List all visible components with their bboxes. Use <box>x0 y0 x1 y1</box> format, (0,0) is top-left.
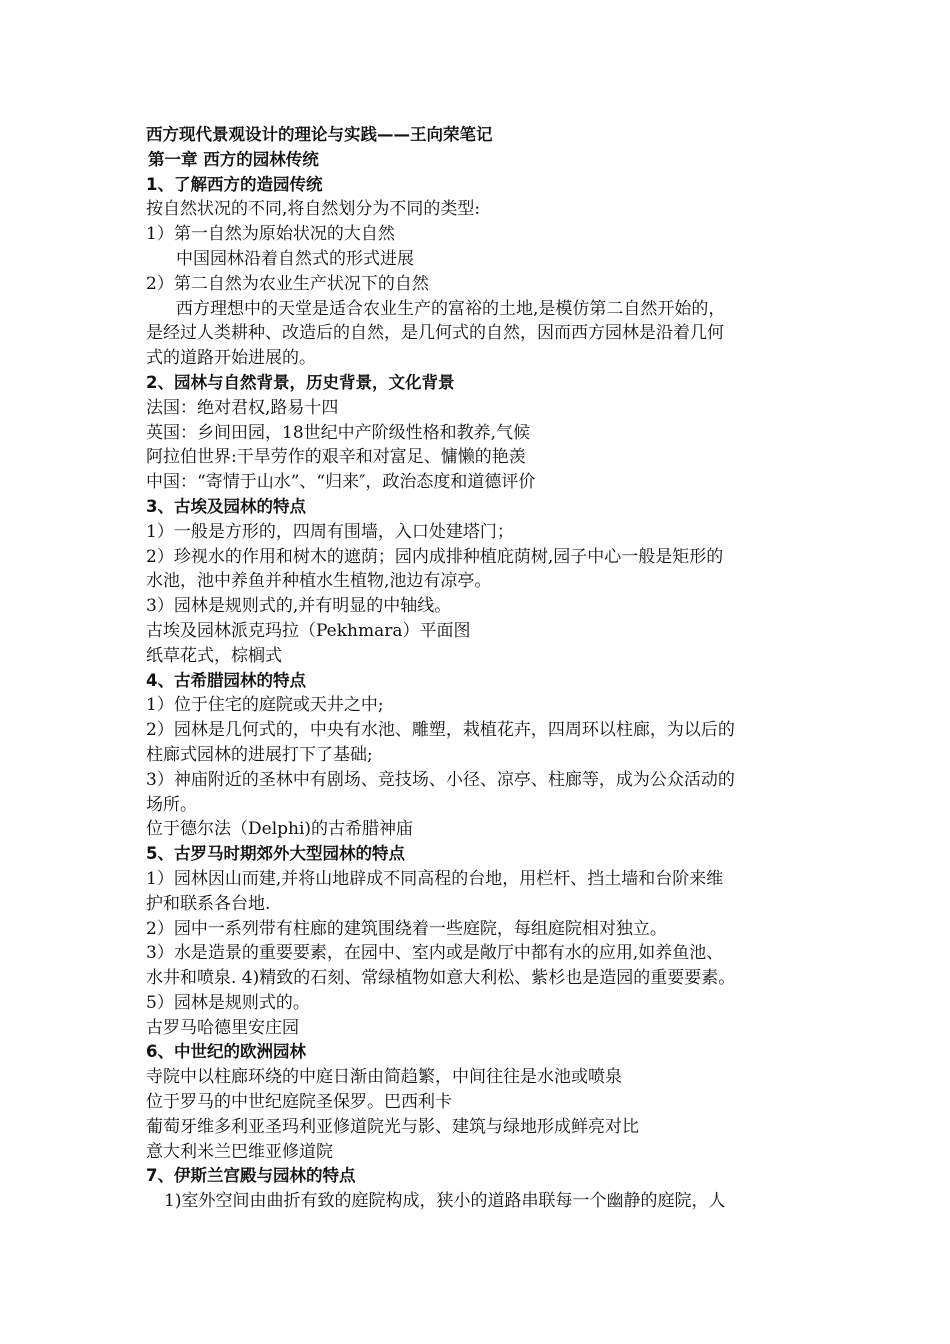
body-line: 式的道路开始进展的。 <box>146 348 316 369</box>
body-line: 古埃及园林派克玛拉（Pekhmara）平面图 <box>146 620 471 641</box>
list-item: 2）园中一系列带有柱廊的建筑围绕着一些庭院，每组庭院相对独立。 <box>146 918 667 939</box>
section-heading-7: 7、伊斯兰宫殿与园林的特点 <box>146 1166 356 1186</box>
body-line: 意大利米兰巴维亚修道院 <box>146 1141 333 1162</box>
list-item: 2）第二自然为农业生产状况下的自然 <box>146 273 429 294</box>
body-line: 寺院中以柱廊环绕的中庭日渐由简趋繁，中间往往是水池或喷泉 <box>146 1067 622 1088</box>
body-line: 纸草花式，棕榈式 <box>146 645 282 666</box>
body-line: 葡萄牙维多利亚圣玛利亚修道院光与影、建筑与绿地形成鲜亮对比 <box>146 1116 639 1137</box>
list-item: 1）第一自然为原始状况的大自然 <box>146 224 395 245</box>
body-line: 西方理想中的天堂是适合农业生产的富裕的土地,是模仿第二自然开始的， <box>176 298 726 319</box>
section-heading-1: 1、了解西方的造园传统 <box>146 174 323 194</box>
body-line: 位于德尔法（Delphi)的古希腊神庙 <box>146 819 414 840</box>
body-line: 水井和喷泉. 4)精致的石刻、常绿植物如意大利松、紫杉也是造园的重要要素。 <box>146 968 736 989</box>
list-item: 1）位于住宅的庭院或天井之中; <box>146 695 384 716</box>
document-title: 西方现代景观设计的理论与实践——王向荣笔记 <box>146 125 493 144</box>
list-item: 1）一般是方形的，四周有围墙，入口处建塔门； <box>146 521 514 542</box>
section-heading-6: 6、中世纪的欧洲园林 <box>146 1042 306 1062</box>
body-line: 柱廊式园林的进展打下了基础; <box>146 744 373 765</box>
document-page <box>146 123 826 1214</box>
list-item: 1)室外空间由曲折有致的庭院构成，狭小的道路串联每一个幽静的庭院，人 <box>164 1191 726 1212</box>
section-heading-4: 4、古希腊园林的特点 <box>146 670 306 690</box>
section-heading-3: 3、古埃及园林的特点 <box>146 496 306 516</box>
list-item: 3）园林是规则式的,并有明显的中轴线。 <box>146 596 452 617</box>
body-line: 场所。 <box>146 794 197 815</box>
section-heading-5: 5、古罗马时期郊外大型园林的特点 <box>146 844 405 864</box>
body-line: 中国园林沿着自然式的形式进展 <box>176 248 414 269</box>
body-line: 位于罗马的中世纪庭院圣保罗。巴西利卡 <box>146 1092 452 1113</box>
body-line: 按自然状况的不同,将自然划分为不同的类型: <box>146 199 481 220</box>
body-line: 阿拉伯世界:干旱劳作的艰辛和对富足、慵懒的艳羡 <box>146 447 526 468</box>
body-line: 护和联系各台地. <box>146 893 271 914</box>
body-line: 是经过人类耕种、改造后的自然，是几何式的自然，因而西方园林是沿着几何 <box>146 323 724 344</box>
body-line: 水池，池中养鱼并种植水生植物,池边有凉亭。 <box>146 571 492 592</box>
body-line: 英国：乡间田园，18世纪中产阶级性格和教养,气候 <box>146 422 531 443</box>
chapter-heading: 第一章 西方的园林传统 <box>148 149 319 169</box>
list-item: 2）珍视水的作用和树木的遮荫；园内成排种植庇荫树,园子中心一般是矩形的 <box>146 546 724 567</box>
body-line: 古罗马哈德里安庄园 <box>146 1017 299 1038</box>
list-item: 1）园林因山而建,并将山地辟成不同高程的台地，用栏杆、挡土墙和台阶来维 <box>146 868 724 889</box>
body-line: 中国：“寄情于山水”、“归来″，政治态度和道德评价 <box>146 472 536 493</box>
list-item: 3）水是造景的重要要素，在园中、室内或是敞厅中都有水的应用,如养鱼池、 <box>146 943 724 964</box>
body-line: 法国：绝对君权,路易十四 <box>146 397 339 418</box>
section-heading-2: 2、园林与自然背景，历史背景，文化背景 <box>146 372 455 392</box>
list-item: 2）园林是几何式的，中央有水池、雕塑，栽植花卉，四周环以柱廊，为以后的 <box>146 720 735 741</box>
list-item: 5）园林是规则式的。 <box>146 992 310 1013</box>
list-item: 3）神庙附近的圣林中有剧场、竞技场、小径、凉亭、柱廊等，成为公众活动的 <box>146 769 735 790</box>
